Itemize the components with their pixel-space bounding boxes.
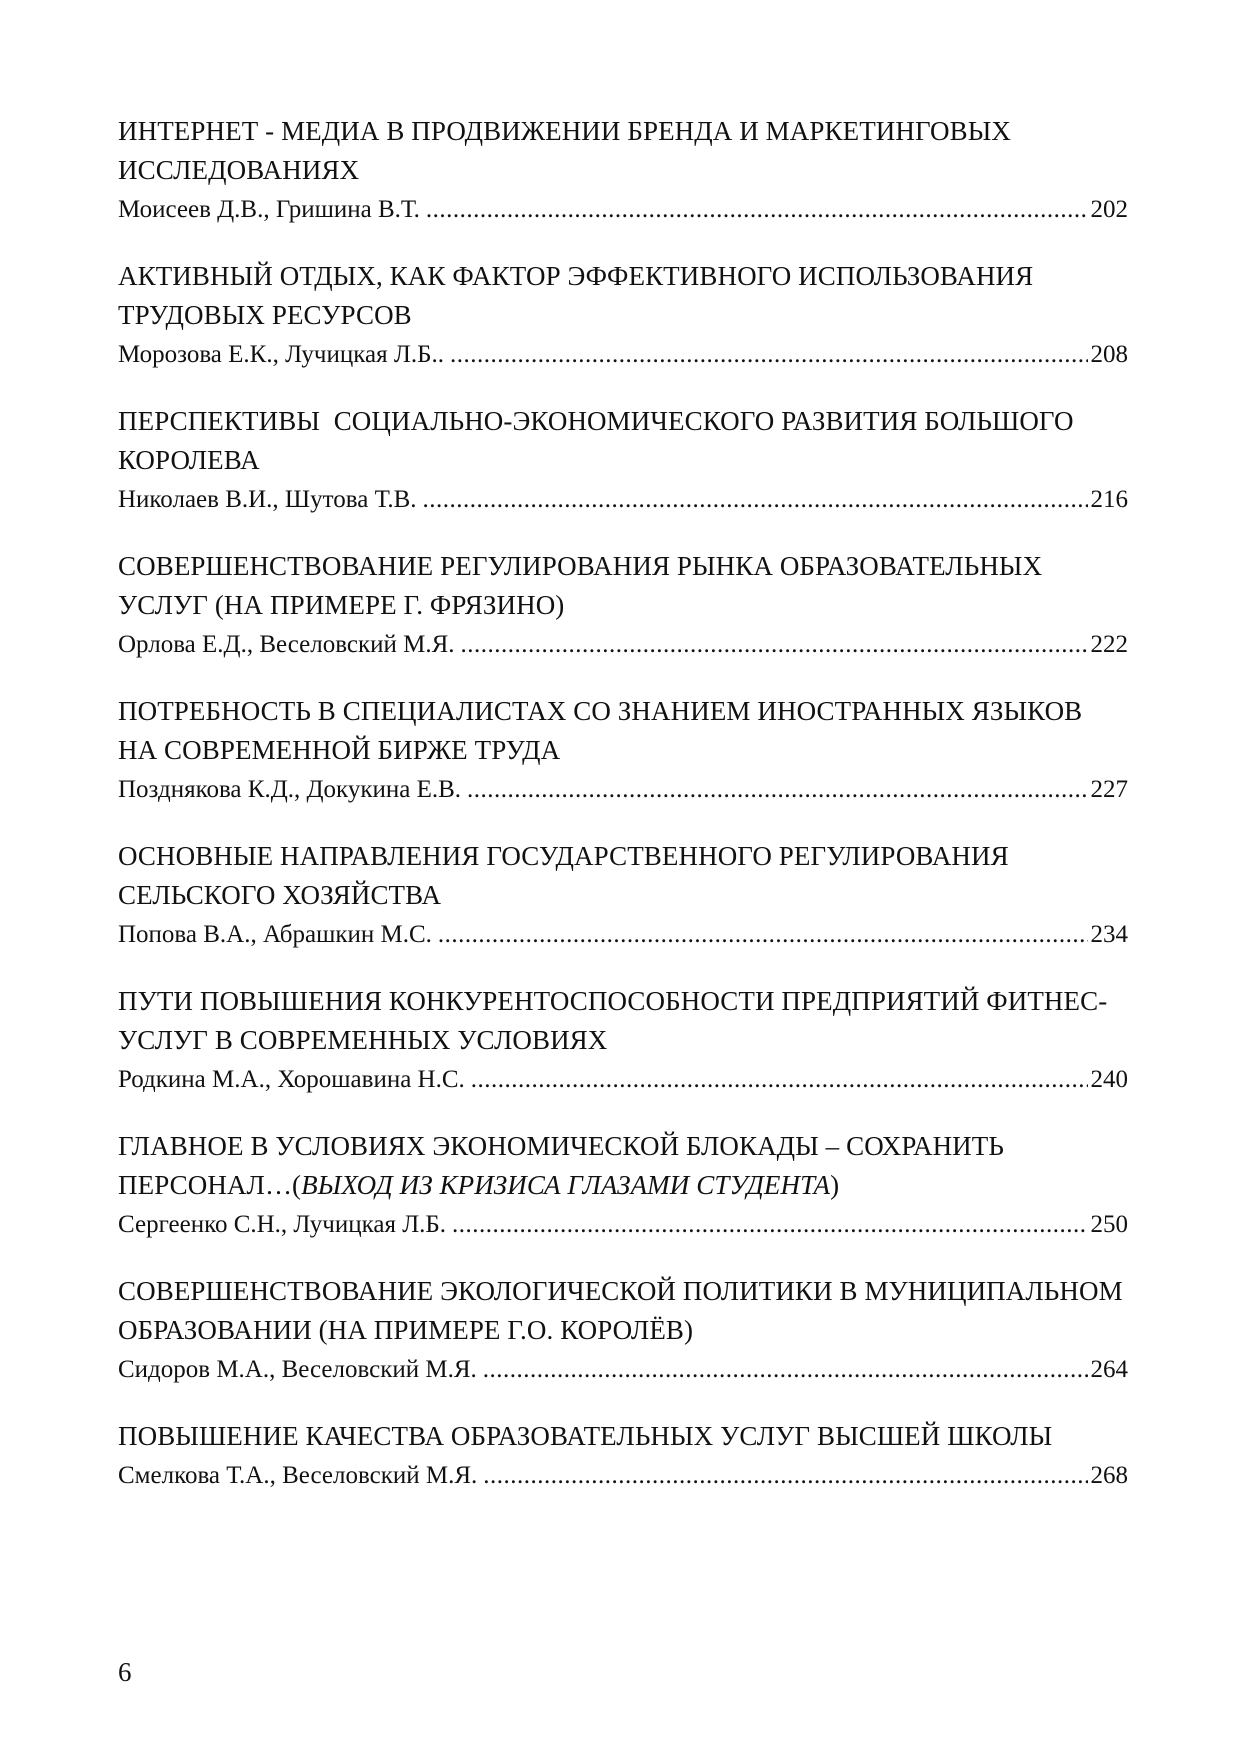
- entry-authors: Сидоров М.А., Веселовский М.Я.: [118, 1356, 477, 1383]
- entry-page: 222: [1090, 631, 1128, 658]
- entry-authors: Сергеенко С.Н., Лучицкая Л.Б.: [118, 1211, 447, 1238]
- page-number: 6: [118, 1657, 132, 1687]
- entry-title-text: ПУТИ ПОВЫШЕНИЯ КОНКУРЕНТОСПОСОБНОСТИ ПРЕДПРИЯТИЙ ФИТНЕС-УСЛУГ В СОВРЕМЕННЫХ УСЛОВИЯХ: [118, 986, 1108, 1055]
- dot-leader: [483, 1350, 1088, 1389]
- entry-title-text: ГЛАВНОЕ В УСЛОВИЯХ ЭКОНОМИЧЕСКОЙ БЛОКАДЫ – СОХРАНИТЬ ПЕРСОНАЛ…(: [118, 1131, 1011, 1200]
- dot-leader: [426, 190, 1088, 229]
- entry-authors: Моисеев Д.В., Гришина В.Т.: [118, 196, 420, 223]
- entry-author-line: [118, 915, 1128, 954]
- entry-author-line: [118, 335, 1128, 374]
- entry-title: [118, 402, 1128, 480]
- entry-title-italic: ВЫХОД ИЗ КРИЗИСА ГЛАЗАМИ СТУДЕНТА: [301, 1170, 831, 1200]
- entry-title-text: СОВЕРШЕНСТВОВАНИЕ ЭКОЛОГИЧЕСКОЙ ПОЛИТИКИ В МУНИЦИПАЛЬНОМ ОБРАЗОВАНИИ (НА ПРИМЕРЕ Г.О. КОРОЛЁВ): [118, 1276, 1130, 1345]
- entry-authors: Николаев В.И., Шутова Т.В.: [118, 486, 417, 513]
- entry-title: [118, 547, 1128, 625]
- entry-page: 268: [1090, 1462, 1128, 1489]
- entry-title-text: АКТИВНЫЙ ОТДЫХ, КАК ФАКТОР ЭФФЕКТИВНОГО ИСПОЛЬЗОВАНИЯ ТРУДОВЫХ РЕСУРСОВ: [118, 261, 1041, 330]
- entry-page: 216: [1090, 486, 1128, 513]
- entry-authors: Морозова Е.К., Лучицкая Л.Б..: [118, 341, 444, 368]
- entry-title: [118, 982, 1128, 1060]
- entry-title: [118, 112, 1128, 190]
- toc-entry: [118, 1272, 1128, 1389]
- dot-leader: [471, 1060, 1088, 1099]
- toc-entry: [118, 837, 1128, 954]
- entry-author-line: [118, 1456, 1128, 1495]
- entry-title: [118, 837, 1128, 915]
- entry-title-text: ПОТРЕБНОСТЬ В СПЕЦИАЛИСТАХ СО ЗНАНИЕМ ИНОСТРАННЫХ ЯЗЫКОВ НА СОВРЕМЕННОЙ БИРЖЕ ТРУДА: [118, 696, 1090, 765]
- entry-authors: Позднякова К.Д., Докукина Е.В.: [118, 776, 462, 803]
- entry-author-line: [118, 625, 1128, 664]
- toc-entry: [118, 1417, 1128, 1495]
- entry-title-text: СОВЕРШЕНСТВОВАНИЕ РЕГУЛИРОВАНИЯ РЫНКА ОБРАЗОВАТЕЛЬНЫХ УСЛУГ (НА ПРИМЕРЕ Г. ФРЯЗИНО): [118, 551, 1050, 620]
- entry-title: [118, 257, 1128, 335]
- entry-title-text: ПЕРСПЕКТИВЫ СОЦИАЛЬНО-ЭКОНОМИЧЕСКОГО РАЗВИТИЯ БОЛЬШОГО КОРОЛЕВА: [118, 406, 1081, 475]
- entry-authors: Попова В.А., Абрашкин М.С.: [118, 921, 432, 948]
- entry-title: [118, 692, 1128, 770]
- entry-title: [118, 1272, 1128, 1350]
- entry-title: [118, 1127, 1128, 1205]
- entry-title-suffix: ): [830, 1170, 840, 1200]
- entry-author-line: [118, 1205, 1128, 1244]
- toc-entry: [118, 982, 1128, 1099]
- entry-title-text: ИНТЕРНЕТ - МЕДИА В ПРОДВИЖЕНИИ БРЕНДА И МАРКЕТИНГОВЫХ ИССЛЕДОВАНИЯХ: [118, 116, 1018, 185]
- entry-page: 202: [1090, 196, 1128, 223]
- dot-leader: [423, 480, 1088, 519]
- entry-authors: Смелкова Т.А., Веселовский М.Я.: [118, 1462, 478, 1489]
- table-of-contents: [118, 112, 1128, 1523]
- entry-page: 264: [1090, 1356, 1128, 1383]
- entry-page: 250: [1090, 1211, 1128, 1238]
- entry-page: 208: [1090, 341, 1128, 368]
- toc-entry: [118, 257, 1128, 374]
- entry-page: 240: [1090, 1066, 1128, 1093]
- entry-title: [118, 1417, 1128, 1456]
- entry-page: 234: [1090, 921, 1128, 948]
- toc-entry: [118, 547, 1128, 664]
- dot-leader: [452, 1205, 1087, 1244]
- toc-entry: [118, 692, 1128, 809]
- entry-authors: Родкина М.А., Хорошавина Н.С.: [118, 1066, 465, 1093]
- entry-author-line: [118, 1350, 1128, 1389]
- entry-title-text: ОСНОВНЫЕ НАПРАВЛЕНИЯ ГОСУДАРСТВЕННОГО РЕГУЛИРОВАНИЯ СЕЛЬСКОГО ХОЗЯЙСТВА: [118, 841, 1016, 910]
- dot-leader: [467, 770, 1087, 809]
- dot-leader: [461, 625, 1088, 664]
- entry-authors: Орлова Е.Д., Веселовский М.Я.: [118, 631, 455, 658]
- entry-author-line: [118, 480, 1128, 519]
- entry-title-text: ПОВЫШЕНИЕ КАЧЕСТВА ОБРАЗОВАТЕЛЬНЫХ УСЛУГ ВЫСШЕЙ ШКОЛЫ: [118, 1421, 1053, 1451]
- entry-author-line: [118, 770, 1128, 809]
- entry-author-line: [118, 190, 1128, 229]
- entry-author-line: [118, 1060, 1128, 1099]
- toc-entry: [118, 1127, 1128, 1244]
- entry-page: 227: [1090, 776, 1128, 803]
- toc-entry: [118, 402, 1128, 519]
- dot-leader: [438, 915, 1088, 954]
- dot-leader: [450, 335, 1088, 374]
- dot-leader: [483, 1456, 1087, 1495]
- toc-entry: [118, 112, 1128, 229]
